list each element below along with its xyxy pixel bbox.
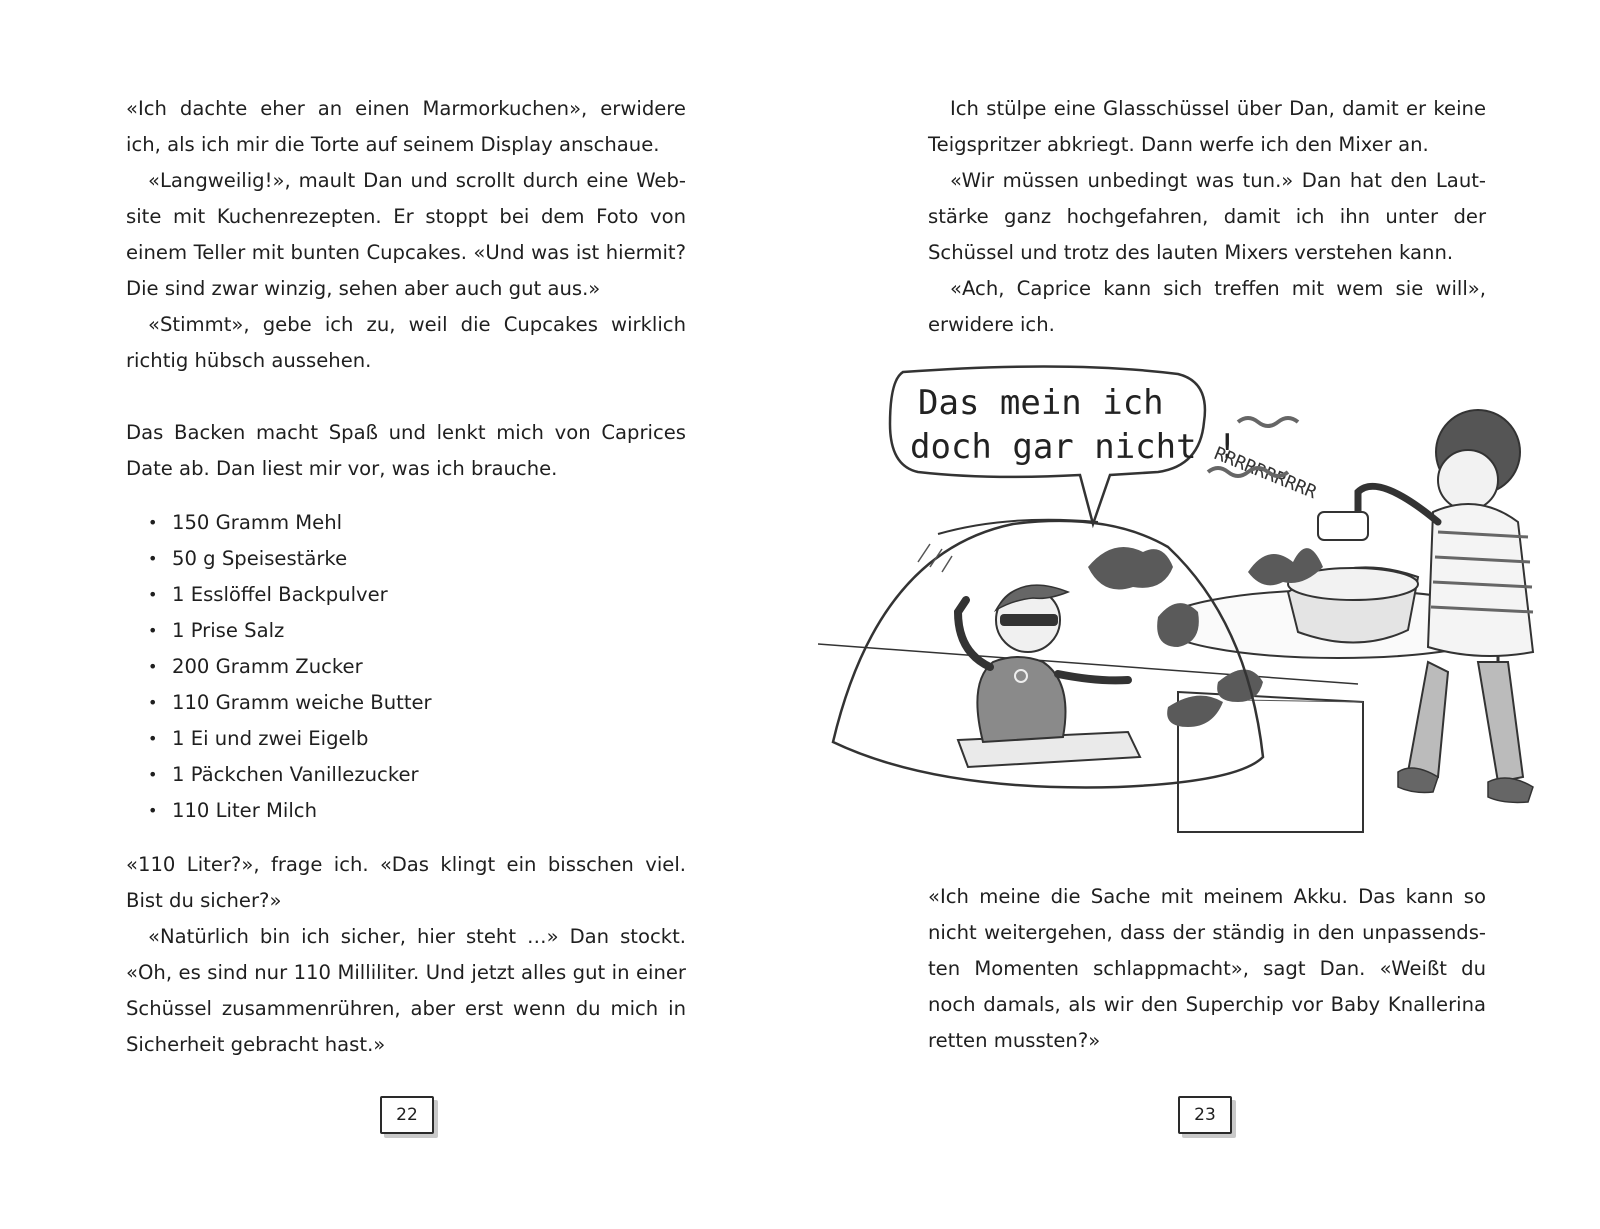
paragraph: «Langweilig!», mault Dan und scrollt durch eine Website mit Kuchenrezepten. Er stoppt bei dem Foto von einem Teller mit bunten Cupcakes. «Und was ist hiermit? Die sind zwar winzig, sehen aber auch gut aus.» <box>126 169 686 300</box>
list-item: • 110 Liter Milch <box>126 793 686 829</box>
list-item: • 1 Päckchen Vanillezucker <box>126 757 686 793</box>
list-item: • 1 Esslöffel Backpulver <box>126 577 686 613</box>
illustration <box>818 362 1578 858</box>
paragraph: «110 Liter?», frage ich. «Das klingt ein bisschen viel. Bist du sicher?» <box>126 853 686 912</box>
list-item: • 200 Gramm Zucker <box>126 649 686 685</box>
batter-splash <box>1167 696 1223 727</box>
paragraph: Das Backen macht Spaß und lenkt mich von Caprices Date ab. Dan liest mir vor, was ich brauche. <box>126 421 686 480</box>
girl-legs <box>1408 662 1523 782</box>
right-text-column-top <box>928 91 1486 343</box>
dan-other-arm <box>1058 674 1128 680</box>
girl-shirt <box>1428 504 1533 656</box>
girl-face <box>1438 450 1498 510</box>
section-gap <box>126 379 686 415</box>
mixer-sound: RRRRRRRRRR <box>1211 443 1320 504</box>
batter-splash <box>1088 547 1173 590</box>
list-item: • 1 Ei und zwei Eigelb <box>126 721 686 757</box>
list-item: • 110 Gramm weiche Butter <box>126 685 686 721</box>
left-text-column <box>126 91 686 1063</box>
page-number: 22 <box>380 1096 434 1134</box>
girl-arm <box>1358 486 1438 522</box>
paragraph: «Ach, Caprice kann sich treffen mit wem sie will», erwidere ich. <box>928 277 1486 336</box>
dan-mask <box>1000 614 1058 626</box>
paragraph: Ich stülpe eine Glasschüssel über Dan, damit er keine Teigspritzer abkriegt. Dann werfe ich den Mixer an. <box>928 97 1486 156</box>
list-item: • 150 Gramm Mehl <box>126 505 686 541</box>
hand-mixer <box>1318 512 1368 540</box>
page-number: 23 <box>1178 1096 1232 1134</box>
right-text-column-bottom <box>928 879 1486 1059</box>
sound-wave <box>1238 418 1298 426</box>
paragraph: «Ich meine die Sache mit meinem Akku. Das kann so nicht weitergehen, dass der ständig in den unpassendsten Momenten schlappmacht», sagt Dan. «Weißt du noch damals, als wir den Superchip vor Baby Knallerina retten mussten?» <box>928 885 1486 1052</box>
paragraph: «Stimmt», gebe ich zu, weil die Cupcakes wirklich richtig hübsch aussehen. <box>126 313 686 372</box>
list-item: • 50 g Speisestärke <box>126 541 686 577</box>
right-page <box>800 0 1600 1229</box>
paragraph: «Ich dachte eher an einen Marmorkuchen», erwidere ich, als ich mir die Torte auf seinem Display anschaue. <box>126 97 686 156</box>
paragraph: «Natürlich bin ich sicher, hier steht …» Dan stockt. «Oh, es sind nur 110 Milliliter. Und jetzt alles gut in einer Schüssel zusammenrühren, aber erst wenn du mich in Sicherheit gebracht hast.» <box>126 925 686 1056</box>
speech-line-2: doch gar nicht ! <box>910 427 1238 467</box>
speech-line-1: Das mein ich <box>918 383 1164 423</box>
ingredient-list <box>126 505 686 829</box>
paragraph: «Wir müssen unbedingt was tun.» Dan hat den Lautstärke ganz hochgefahren, damit ich ihn unter der Schüssel und trotz des lauten Mixers verstehen kann. <box>928 169 1486 264</box>
list-item: • 1 Prise Salz <box>126 613 686 649</box>
